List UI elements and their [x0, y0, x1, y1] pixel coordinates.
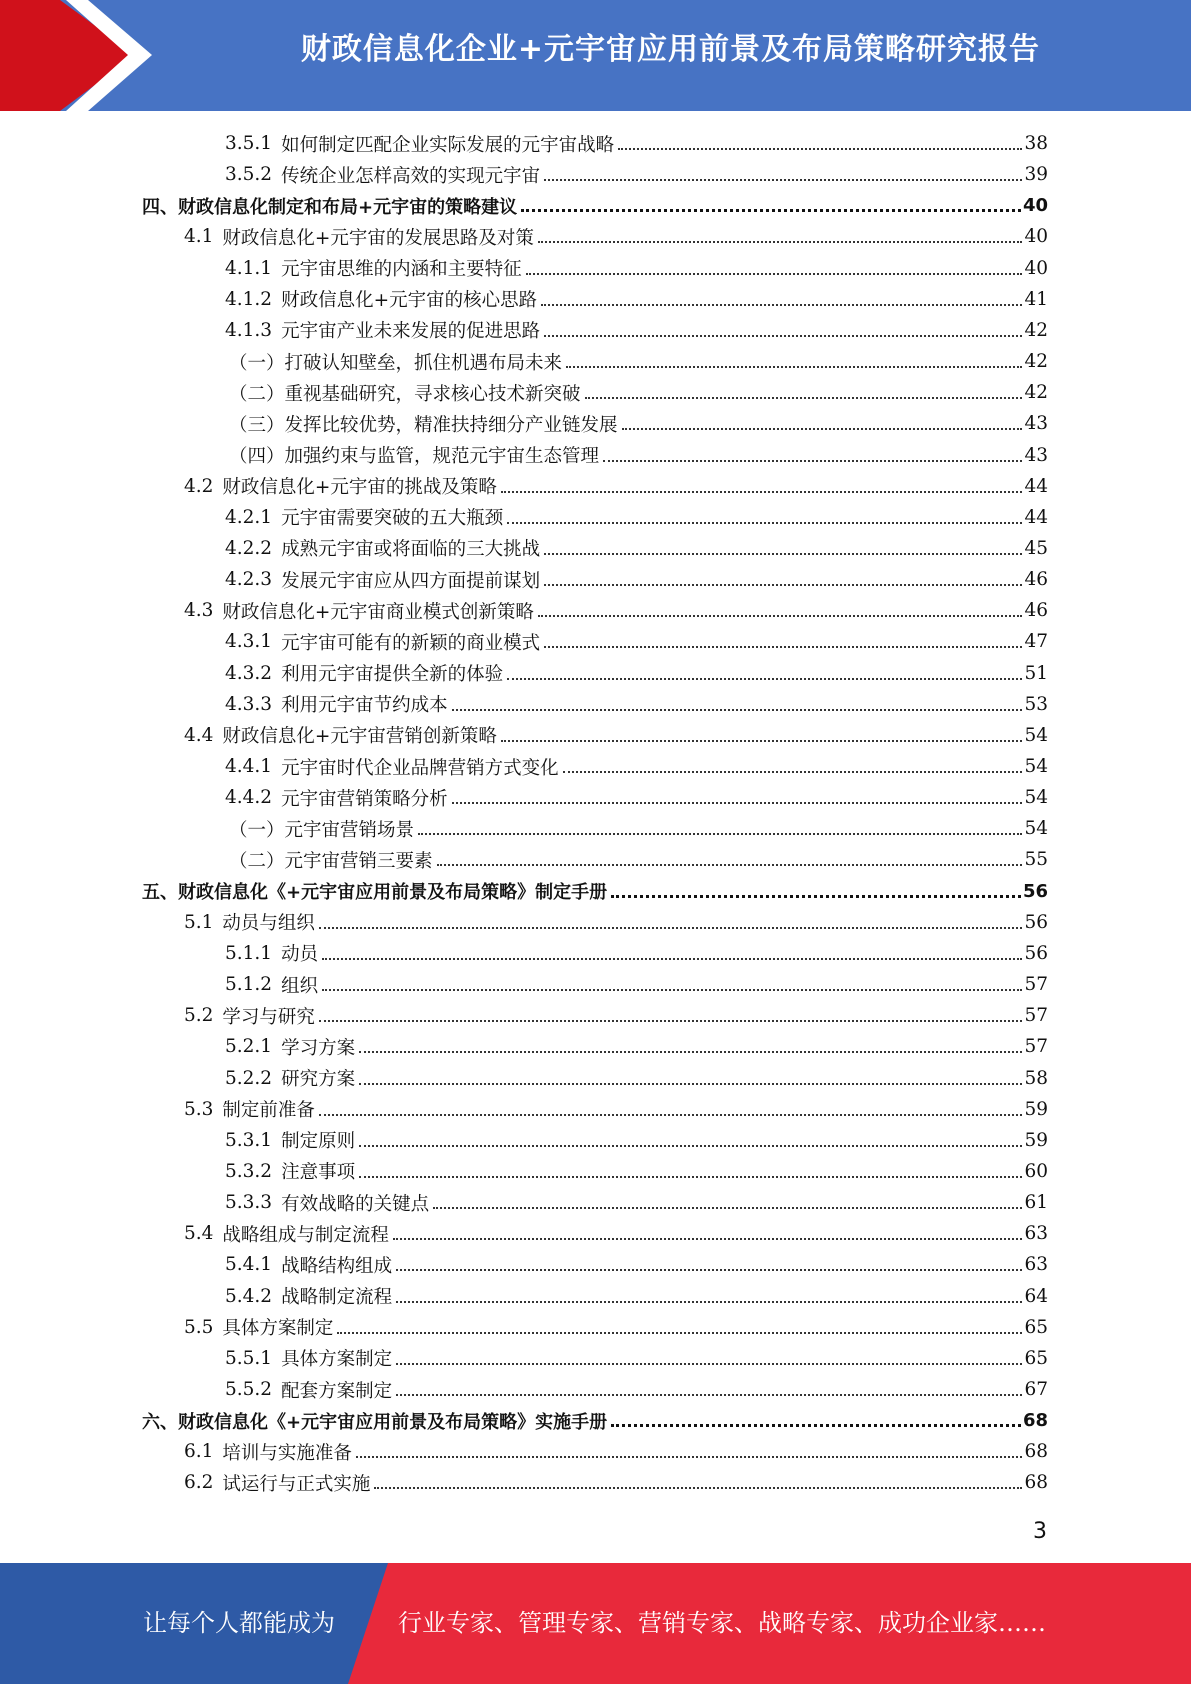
toc-entry[interactable]: [229, 844, 1048, 875]
toc-dot-leader: [337, 1331, 1022, 1334]
toc-entry[interactable]: [225, 1031, 1048, 1062]
report-title: 财政信息化企业+元宇宙应用前景及布局策略研究报告: [300, 32, 1041, 67]
toc-entry-page: 63: [1024, 1223, 1048, 1245]
toc-entry-page: 40: [1022, 195, 1048, 217]
toc-dot-leader: [359, 1082, 1022, 1085]
toc-dot-leader: [507, 677, 1022, 680]
toc-entry[interactable]: [225, 159, 1048, 190]
toc-entry-number: 5.1: [184, 911, 214, 933]
toc-entry-label: （二）重视基础研究，寻求核心技术新突破: [229, 383, 581, 405]
toc-entry-page: 47: [1024, 631, 1048, 653]
toc-entry-page: 51: [1024, 662, 1048, 684]
toc-entry-number: 5.2.1: [225, 1036, 273, 1058]
toc-entry-page: 45: [1024, 537, 1048, 559]
toc-dot-leader: [319, 926, 1023, 929]
toc-entry-page: 57: [1024, 1036, 1048, 1058]
toc-entry[interactable]: [225, 689, 1048, 720]
toc-dot-leader: [541, 303, 1022, 306]
toc-dot-leader: [396, 1268, 1022, 1271]
toc-entry-number: 3.5.2: [225, 164, 273, 186]
toc-entry-number: 4.1.1: [225, 257, 273, 279]
toc-entry-page: 61: [1024, 1192, 1048, 1214]
toc-entry-page: 56: [1022, 880, 1048, 902]
toc-entry-label: 组织: [281, 975, 319, 997]
toc-entry[interactable]: [225, 1125, 1048, 1156]
toc-entry[interactable]: [225, 128, 1048, 159]
toc-entry-number: 6.1: [184, 1441, 214, 1463]
toc-entry[interactable]: [225, 533, 1048, 564]
toc-entry[interactable]: [184, 720, 1048, 751]
toc-entry-number: 4.3: [184, 600, 214, 622]
toc-entry-page: 43: [1024, 413, 1048, 435]
toc-entry-label: 元宇宙营销策略分析: [281, 788, 448, 810]
toc-entry-number: 3.5.1: [225, 133, 273, 154]
page-number: 3: [1033, 1519, 1047, 1544]
toc-entry-page: 59: [1024, 1098, 1048, 1120]
toc-entry-label: 财政信息化+元宇宙营销创新策略: [222, 726, 497, 748]
toc-entry[interactable]: [229, 377, 1048, 408]
toc-dot-leader: [418, 832, 1022, 835]
toc-entry-page: 41: [1024, 288, 1048, 310]
toc-dot-leader: [452, 801, 1023, 804]
toc-entry-page: 44: [1024, 475, 1048, 497]
page-footer: [0, 1563, 1191, 1684]
toc-entry[interactable]: [184, 595, 1048, 626]
toc-entry-page: 64: [1024, 1285, 1048, 1307]
toc-entry-label: （一）打破认知壁垒，抓住机遇布局未来: [229, 352, 563, 374]
toc-dot-leader: [501, 739, 1023, 742]
toc-dot-leader: [396, 1362, 1022, 1365]
toc-entry[interactable]: [184, 907, 1048, 938]
toc-dot-leader: [393, 1237, 1023, 1240]
toc-entry[interactable]: [225, 564, 1048, 595]
toc-entry-number: 4.4.2: [225, 787, 273, 809]
toc-entry-label: 元宇宙产业未来发展的促进思路: [281, 321, 541, 343]
toc-entry-label: 财政信息化+元宇宙的核心思路: [281, 290, 538, 312]
toc-entry-label: 四、财政信息化制定和布局+元宇宙的策略建议: [142, 196, 518, 218]
toc-entry-page: 59: [1024, 1129, 1048, 1151]
toc-entry[interactable]: [184, 1312, 1048, 1343]
toc-dot-leader: [437, 863, 1023, 866]
toc-entry-label: 传统企业怎样高效的实现元宇宙: [281, 165, 541, 187]
toc-entry-page: 60: [1024, 1160, 1048, 1182]
toc-entry-number: 4.2: [184, 475, 214, 497]
toc-dot-leader: [356, 1455, 1023, 1458]
toc-entry-number: 5.3.2: [225, 1160, 273, 1182]
toc-entry-label: 培训与实施准备: [222, 1442, 352, 1464]
toc-entry[interactable]: [184, 1436, 1048, 1467]
toc-entry-page: 68: [1024, 1472, 1048, 1494]
toc-dot-leader: [396, 1393, 1022, 1396]
toc-entry-label: 具体方案制定: [222, 1318, 334, 1340]
toc-entry-label: （一）元宇宙营销场景: [229, 819, 415, 841]
toc-dot-leader: [538, 240, 1023, 243]
toc-entry-label: 动员: [281, 944, 319, 966]
toc-entry-number: 5.4.2: [225, 1285, 273, 1307]
toc-entry-page: 54: [1024, 724, 1048, 746]
toc-entry-page: 54: [1024, 787, 1048, 809]
toc-dot-leader: [359, 1175, 1022, 1178]
toc-entry[interactable]: [225, 969, 1048, 1000]
toc-dot-leader: [322, 988, 1022, 991]
toc-entry-page: 65: [1024, 1347, 1048, 1369]
toc-entry-page: 68: [1024, 1441, 1048, 1463]
toc-entry-label: （二）元宇宙营销三要素: [229, 850, 433, 872]
toc-entry-label: 动员与组织: [222, 913, 315, 935]
toc-entry-number: 5.1.1: [225, 942, 273, 964]
toc-entry-number: 5.3.3: [225, 1192, 273, 1214]
toc-entry[interactable]: [184, 221, 1048, 252]
toc-entry-label: （四）加强约束与监管，规范元宇宙生态管理: [229, 446, 600, 467]
toc-entry[interactable]: [225, 1063, 1048, 1094]
toc-entry-page: 38: [1024, 133, 1048, 154]
toc-entry-label: 注意事项: [281, 1162, 356, 1184]
footer-slogan-right: 行业专家、管理专家、营销专家、战略专家、成功企业家……: [398, 1609, 1046, 1637]
toc-dot-leader: [585, 396, 1023, 399]
toc-entry[interactable]: [225, 1374, 1048, 1405]
toc-entry-label: 元宇宙需要突破的五大瓶颈: [281, 508, 504, 530]
toc-entry-label: 战略制定流程: [281, 1287, 393, 1309]
toc-dot-leader: [618, 147, 1022, 150]
toc-entry[interactable]: [142, 1405, 1048, 1436]
toc-entry-label: 试运行与正式实施: [222, 1473, 371, 1495]
toc-entry-page: 46: [1024, 600, 1048, 622]
toc-entry-label: 成熟元宇宙或将面临的三大挑战: [281, 539, 541, 561]
toc-entry-number: 5.5.1: [225, 1347, 273, 1369]
toc-entry[interactable]: [229, 408, 1048, 439]
toc-entry-page: 43: [1024, 444, 1048, 466]
toc-entry-number: 4.2.2: [225, 537, 273, 559]
toc-dot-leader: [544, 645, 1022, 648]
toc-entry-label: 元宇宙可能有的新颖的商业模式: [281, 632, 541, 654]
toc-entry-label: 财政信息化+元宇宙的发展思路及对策: [222, 227, 534, 249]
toc-entry[interactable]: [142, 190, 1048, 221]
toc-entry-page: 42: [1024, 319, 1048, 341]
toc-entry-page: 53: [1024, 693, 1048, 715]
toc-entry[interactable]: [229, 346, 1048, 377]
toc-entry-label: 制定原则: [281, 1131, 356, 1153]
toc-dot-leader: [319, 1113, 1023, 1116]
toc-entry-label: 元宇宙思维的内涵和主要特征: [281, 259, 522, 281]
toc-entry-page: 42: [1024, 351, 1048, 373]
toc-entry-number: 5.1.2: [225, 974, 273, 996]
toc-entry-number: 4.3.2: [225, 662, 273, 684]
toc-dot-leader: [611, 894, 1021, 898]
toc-dot-leader: [526, 272, 1023, 275]
toc-entry[interactable]: [225, 1343, 1048, 1374]
toc-entry[interactable]: [229, 813, 1048, 844]
toc-dot-leader: [544, 552, 1022, 555]
toc-dot-leader: [563, 770, 1023, 773]
toc-dot-leader: [501, 490, 1023, 493]
toc-dot-leader: [452, 708, 1023, 711]
footer-slogan-left: 让每个人都能成为: [143, 1609, 335, 1637]
toc-entry-label: 五、财政信息化《+元宇宙应用前景及布局策略》制定手册: [142, 882, 608, 904]
toc-dot-leader: [521, 208, 1021, 212]
toc-entry-label: 发展元宇宙应从四方面提前谋划: [281, 570, 541, 592]
toc-entry-page: 57: [1024, 1005, 1048, 1027]
toc-dot-leader: [322, 957, 1022, 960]
toc-entry-number: 5.5.2: [225, 1379, 273, 1400]
toc-entry-label: 利用元宇宙节约成本: [281, 695, 448, 717]
toc-entry[interactable]: [229, 440, 1048, 471]
header-arrow-graphic: [0, 0, 160, 111]
toc-entry[interactable]: [142, 876, 1048, 907]
toc-entry[interactable]: [184, 471, 1048, 502]
toc-entry-number: 4.3.3: [225, 693, 273, 715]
toc-entry-page: 54: [1024, 756, 1048, 777]
toc-entry[interactable]: [225, 1281, 1048, 1312]
toc-dot-leader: [359, 1050, 1022, 1053]
toc-dot-leader: [544, 334, 1022, 337]
toc-entry[interactable]: [225, 1187, 1048, 1218]
toc-entry-number: 5.3.1: [225, 1129, 273, 1151]
toc-entry-page: 39: [1024, 164, 1048, 186]
toc-entry-page: 44: [1024, 506, 1048, 528]
toc-entry-page: 65: [1024, 1316, 1048, 1338]
toc-entry-number: 4.1.2: [225, 288, 273, 310]
toc-entry-label: 财政信息化+元宇宙商业模式创新策略: [222, 601, 534, 623]
toc-entry-page: 67: [1024, 1379, 1048, 1400]
toc-entry[interactable]: [225, 1249, 1048, 1280]
toc-entry[interactable]: [225, 938, 1048, 969]
toc-entry-page: 56: [1024, 911, 1048, 933]
toc-entry-label: 学习方案: [281, 1037, 356, 1059]
toc-entry-label: 元宇宙时代企业品牌营销方式变化: [281, 757, 559, 779]
toc-dot-leader: [544, 178, 1022, 181]
toc-dot-leader: [566, 365, 1022, 368]
toc-entry[interactable]: [184, 1467, 1048, 1498]
toc-entry-page: 54: [1024, 818, 1048, 840]
toc-dot-leader: [544, 583, 1022, 586]
toc-entry-number: 4.1.3: [225, 319, 273, 341]
toc-dot-leader: [538, 614, 1023, 617]
toc-dot-leader: [359, 1144, 1022, 1147]
toc-dot-leader: [603, 459, 1022, 462]
toc-entry[interactable]: [225, 315, 1048, 346]
toc-entry[interactable]: [225, 626, 1048, 657]
toc-entry-label: 制定前准备: [222, 1100, 315, 1122]
toc-dot-leader: [374, 1486, 1022, 1489]
toc-entry-label: 战略结构组成: [281, 1255, 393, 1277]
toc-entry-number: 6.2: [184, 1472, 214, 1494]
toc-entry-label: 学习与研究: [222, 1006, 315, 1028]
toc-entry[interactable]: [225, 658, 1048, 689]
toc-entry-label: 研究方案: [281, 1069, 356, 1090]
toc-entry[interactable]: [225, 253, 1048, 284]
toc-entry-label: 利用元宇宙提供全新的体验: [281, 664, 504, 686]
toc-entry-number: 4.1: [184, 226, 214, 248]
toc-entry-label: 如何制定匹配企业实际发展的元宇宙战略: [281, 134, 615, 156]
toc-entry-label: 有效战略的关键点: [281, 1193, 430, 1215]
toc-entry[interactable]: [225, 284, 1048, 315]
toc-entry-number: 4.3.1: [225, 631, 273, 653]
toc-entry-number: 5.5: [184, 1316, 214, 1338]
toc-entry-page: 40: [1024, 257, 1048, 279]
toc-entry-page: 42: [1024, 382, 1048, 404]
toc-dot-leader: [507, 521, 1022, 524]
toc-entry-number: 5.4: [184, 1223, 214, 1245]
toc-dot-leader: [396, 1300, 1022, 1303]
toc-entry[interactable]: [225, 1156, 1048, 1187]
toc-entry-label: 六、财政信息化《+元宇宙应用前景及布局策略》实施手册: [142, 1411, 608, 1433]
toc-entry-number: 4.4: [184, 724, 214, 746]
toc-entry-number: 4.2.3: [225, 569, 273, 591]
toc-dot-leader: [433, 1206, 1022, 1209]
toc-dot-leader: [622, 427, 1023, 430]
toc-dot-leader: [611, 1423, 1021, 1427]
toc-entry-label: （三）发挥比较优势，精准扶持细分产业链发展: [229, 414, 618, 436]
toc-entry-page: 57: [1024, 974, 1048, 996]
toc-entry-number: 5.3: [184, 1098, 214, 1120]
toc-entry-number: 5.2.2: [225, 1067, 273, 1089]
toc-entry-number: 4.4.1: [225, 756, 273, 777]
toc-entry-number: 5.2: [184, 1005, 214, 1027]
toc-entry[interactable]: [184, 1218, 1048, 1249]
toc-entry-number: 4.2.1: [225, 506, 273, 528]
toc-dot-leader: [319, 1019, 1023, 1022]
toc-entry-page: 40: [1024, 226, 1048, 248]
toc-entry-page: 63: [1024, 1254, 1048, 1276]
toc-entry-page: 55: [1024, 849, 1048, 871]
toc-entry[interactable]: [184, 1000, 1048, 1031]
toc-entry-page: 46: [1024, 569, 1048, 591]
page-header: [0, 0, 1191, 111]
toc-entry-number: 5.4.1: [225, 1254, 273, 1276]
toc-entry[interactable]: [225, 502, 1048, 533]
toc-entry-label: 具体方案制定: [281, 1349, 393, 1371]
toc-entry[interactable]: [184, 1094, 1048, 1125]
toc-entry-page: 58: [1024, 1067, 1048, 1089]
toc-entry[interactable]: [225, 751, 1048, 782]
toc-entry-label: 配套方案制定: [281, 1380, 393, 1402]
toc-entry-label: 财政信息化+元宇宙的挑战及策略: [222, 477, 497, 499]
toc-entry-label: 战略组成与制定流程: [222, 1224, 389, 1246]
toc-entry-page: 68: [1022, 1410, 1048, 1432]
toc-entry[interactable]: [225, 782, 1048, 813]
toc-entry-page: 56: [1024, 942, 1048, 964]
